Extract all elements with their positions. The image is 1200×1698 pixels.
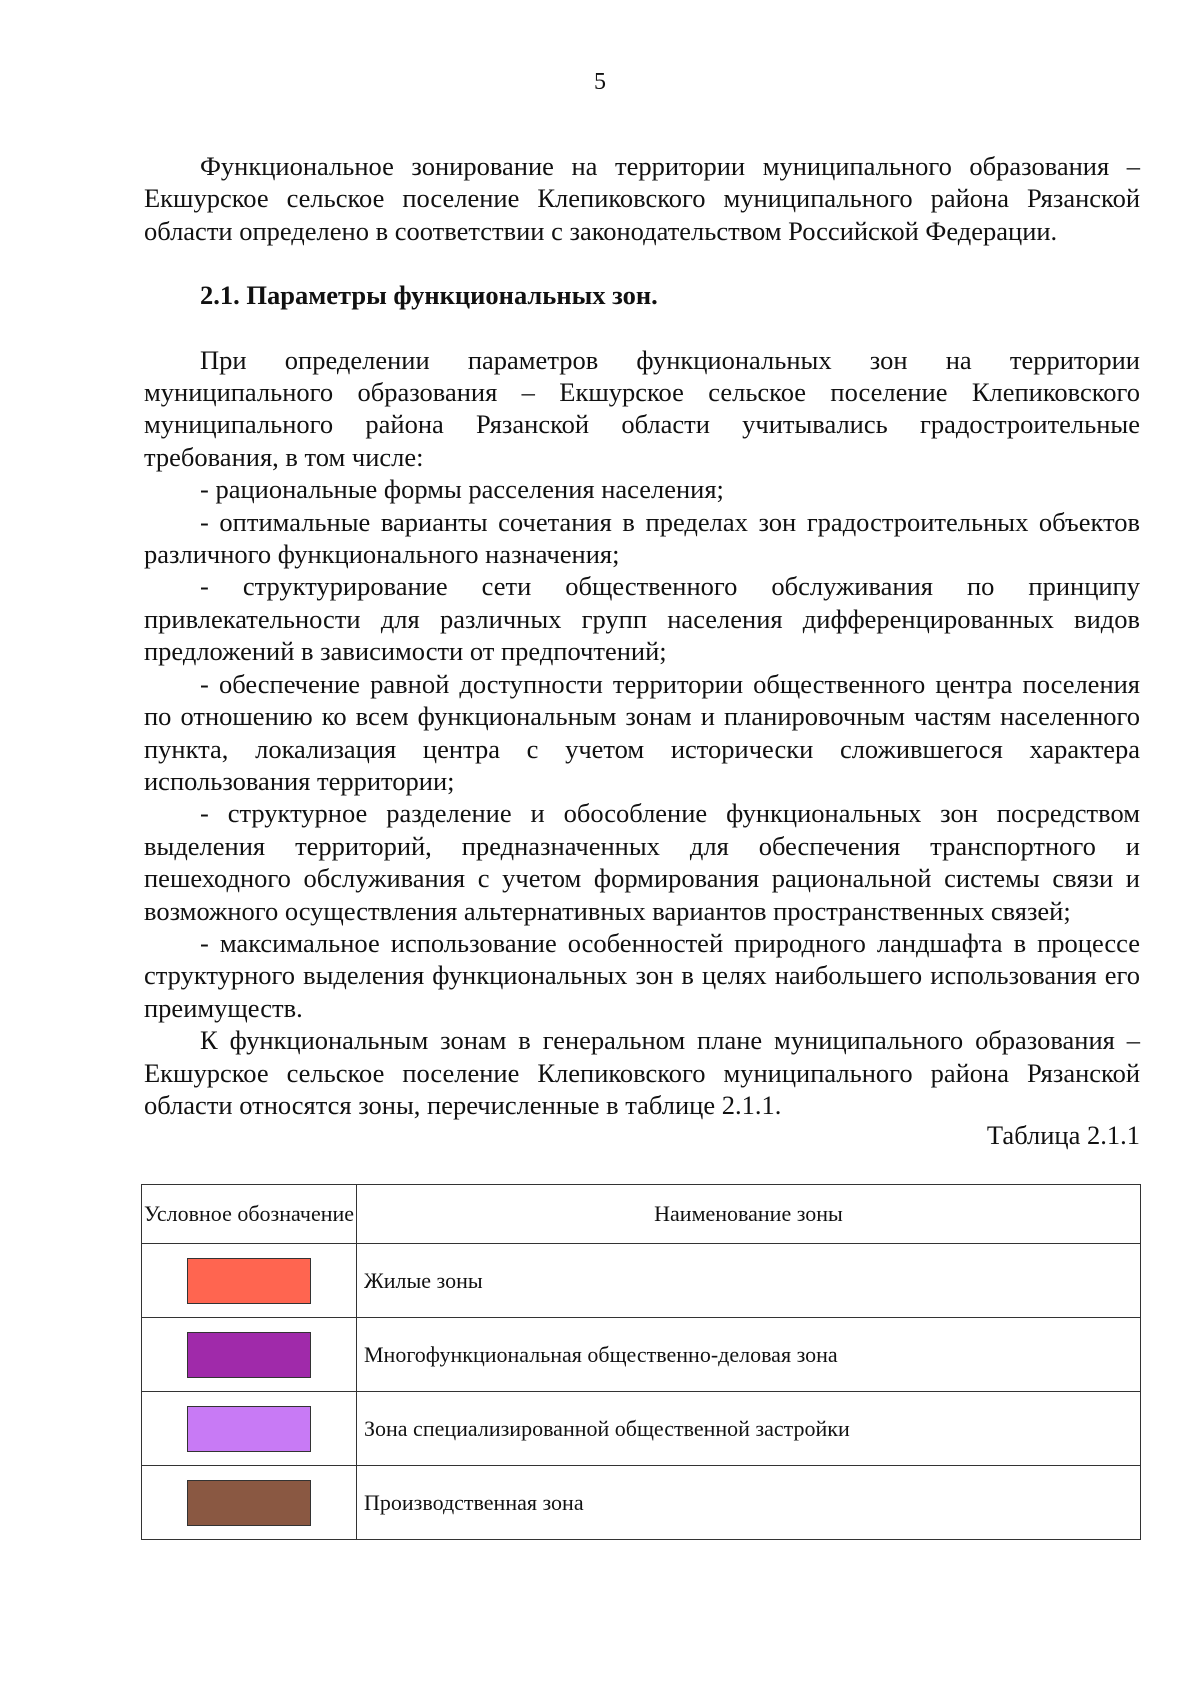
zone-color-swatch [187,1258,311,1304]
list-item: - максимальное использование особенностей природного ландшафта в процессе структурного выделения функциональных зон в целях наибольшего использования его преимуществ. [144,927,1140,1023]
parameters-paragraph: При определении параметров функциональных зон на территории муниципального образования – Екшурское сельское поселение Клепиковского муниципального района Рязанской области учитывались градостроительные требования, в том числе: [144,344,1140,472]
table-row [142,1392,1141,1466]
table-row [142,1318,1141,1392]
zone-color-swatch [187,1406,311,1452]
zones-paragraph: К функциональным зонам в генеральном плане муниципального образования – Екшурское сельское поселение Клепиковского муниципального района Рязанской области относятся зоны, перечисленные в таблице 2.1.1. [144,1025,1140,1120]
legend-cell [142,1466,357,1540]
zones-table [141,1184,1141,1540]
table-header-row [142,1185,1141,1244]
zone-name: Производственная зона [357,1466,1141,1540]
zone-name: Многофункциональная общественно-деловая зона [357,1318,1141,1392]
section-heading: 2.1. Параметры функциональных зон. [200,280,658,311]
table-row [142,1466,1141,1540]
zone-name: Жилые зоны [357,1244,1141,1318]
list-item: - структурное разделение и обособление функциональных зон посредством выделения территорий, предназначенных для обеспечения транспортного и пешеходного обслуживания с учетом формирования рациональной системы связи и возможного осуществления альтернативных вариантов пространственных связей; [144,798,1140,926]
list-item: - оптимальные варианты сочетания в пределах зон градостроительных объектов различного функционального назначения; [144,506,1140,570]
header-legend: Условное обозначение [142,1185,357,1244]
zone-color-swatch [187,1332,311,1378]
zone-color-swatch [187,1480,311,1526]
intro-paragraph: Функциональное зонирование на территории муниципального образования – Екшурское сельское поселение Клепиковского муниципального района Рязанской области определено в соответствии с законодательством Российской Федерации. [144,151,1140,246]
header-zone-name: Наименование зоны [357,1185,1141,1244]
legend-cell [142,1392,357,1466]
table-caption: Таблица 2.1.1 [986,1120,1140,1151]
zone-name: Зона специализированной общественной застройки [357,1392,1141,1466]
list-item: - структурирование сети общественного обслуживания по принципу привлекательности для различных групп населения дифференцированных видов предложений в зависимости от предпочтений; [144,571,1140,667]
legend-cell [142,1244,357,1318]
table-row [142,1244,1141,1318]
list-item: - рациональные формы расселения населения; [200,474,724,505]
list-item: - обеспечение равной доступности территории общественного центра поселения по отношению ко всем функциональным зонам и планировочным частям населенного пункта, локализация центра с учетом исторически сложившегося характера использования территории; [144,668,1140,796]
page-number: 5 [594,69,606,95]
legend-cell [142,1318,357,1392]
document-body [144,150,1140,1149]
